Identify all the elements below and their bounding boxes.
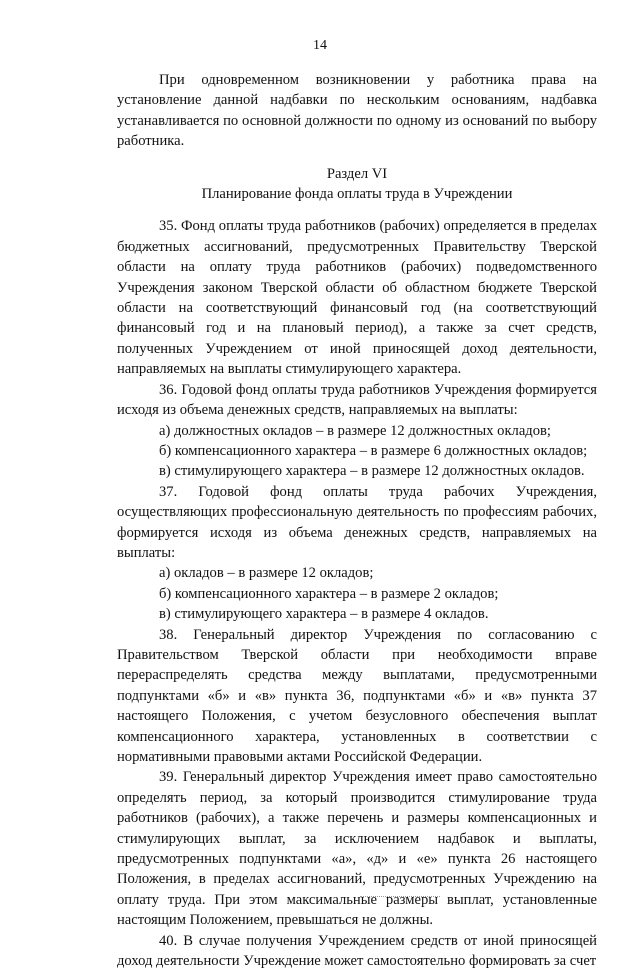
paragraph-37: 37. Годовой фонд оплаты труда рабочих Учреждения, осуществляющих профессиональную деятельность по профессиям рабочих, формируется исходя из объема денежных средств, направляемых на выплаты: [117, 483, 597, 561]
section-number: Раздел VI [326, 165, 388, 182]
scan-artifact-line [360, 896, 440, 897]
paragraph-38: 38. Генеральный директор Учреждения по согласованию с Правительством Тверской области при необходимости вправе перераспределять средства между выплатами, предусмотренными подпунктами «б» и «в» пункта 36, подпунктами «б» и «в» пункта 37 настоящего Положения, с учетом безусловного обеспечения выплат компенсационного характера, установленных в соответствии с нормативными правовыми актами Российской Федерации. [117, 626, 597, 765]
page-number: 14 [313, 38, 327, 53]
list-item: в) стимулирующего характера – в размере 12 должностных окладов. [159, 463, 585, 480]
list-item: б) компенсационного характера – в размере 6 должностных окладов; [159, 442, 588, 459]
document-body [117, 70, 597, 971]
section-title: Планирование фонда оплаты труда в Учреждении [201, 186, 513, 203]
paragraph-39: 39. Генеральный директор Учреждения имеет право самостоятельно определять период, за который производится стимулирование труда работников (рабочих), а также перечень и размеры компенсационных и стимулирующих выплат, за исключением надбавок и выплаты, предусмотренных подпунктами «а», «д» и «е» пункта 26 настоящего Положения, в пределах ассигнований, предусмотренных Учреждению на оплату труда. При этом максимальные размеры выплат, установленные настоящим Положением, превышаться не должны. [117, 769, 597, 929]
paragraph-40: 40. В случае получения Учреждением средств от иной приносящей доход деятельности Учреждение может самостоятельно формировать за счет [117, 932, 597, 970]
list-item: в) стимулирующего характера – в размере 4 окладов. [159, 606, 489, 623]
list-item: б) компенсационного характера – в размере 2 окладов; [159, 585, 499, 602]
paragraph-36: 36. Годовой фонд оплаты труда работников Учреждения формируется исходя из объема денежных средств, направляемых на выплаты: [117, 381, 597, 419]
list-item: а) окладов – в размере 12 окладов; [159, 565, 374, 582]
paragraph-35: 35. Фонд оплаты труда работников (рабочих) определяется в пределах бюджетных ассигнований, предусмотренных Правительству Тверской области на оплату труда работников (рабочих) подведомственного Учреждения законом Тверской области об областном бюджете Тверской области на соответствующий финансовый год (на соответствующий финансовый год и на плановый период), а также за счет средств, полученных Учреждением от иной приносящей доход деятельности, направляемых на выплаты стимулирующего характера. [117, 218, 597, 378]
list-item: а) должностных окладов – в размере 12 должностных окладов; [159, 422, 551, 439]
intro-paragraph: При одновременном возникновении у работника права на установление данной надбавки по нескольким основаниям, надбавка устанавливается по основной должности по одному из оснований по выбору работника. [117, 72, 597, 150]
